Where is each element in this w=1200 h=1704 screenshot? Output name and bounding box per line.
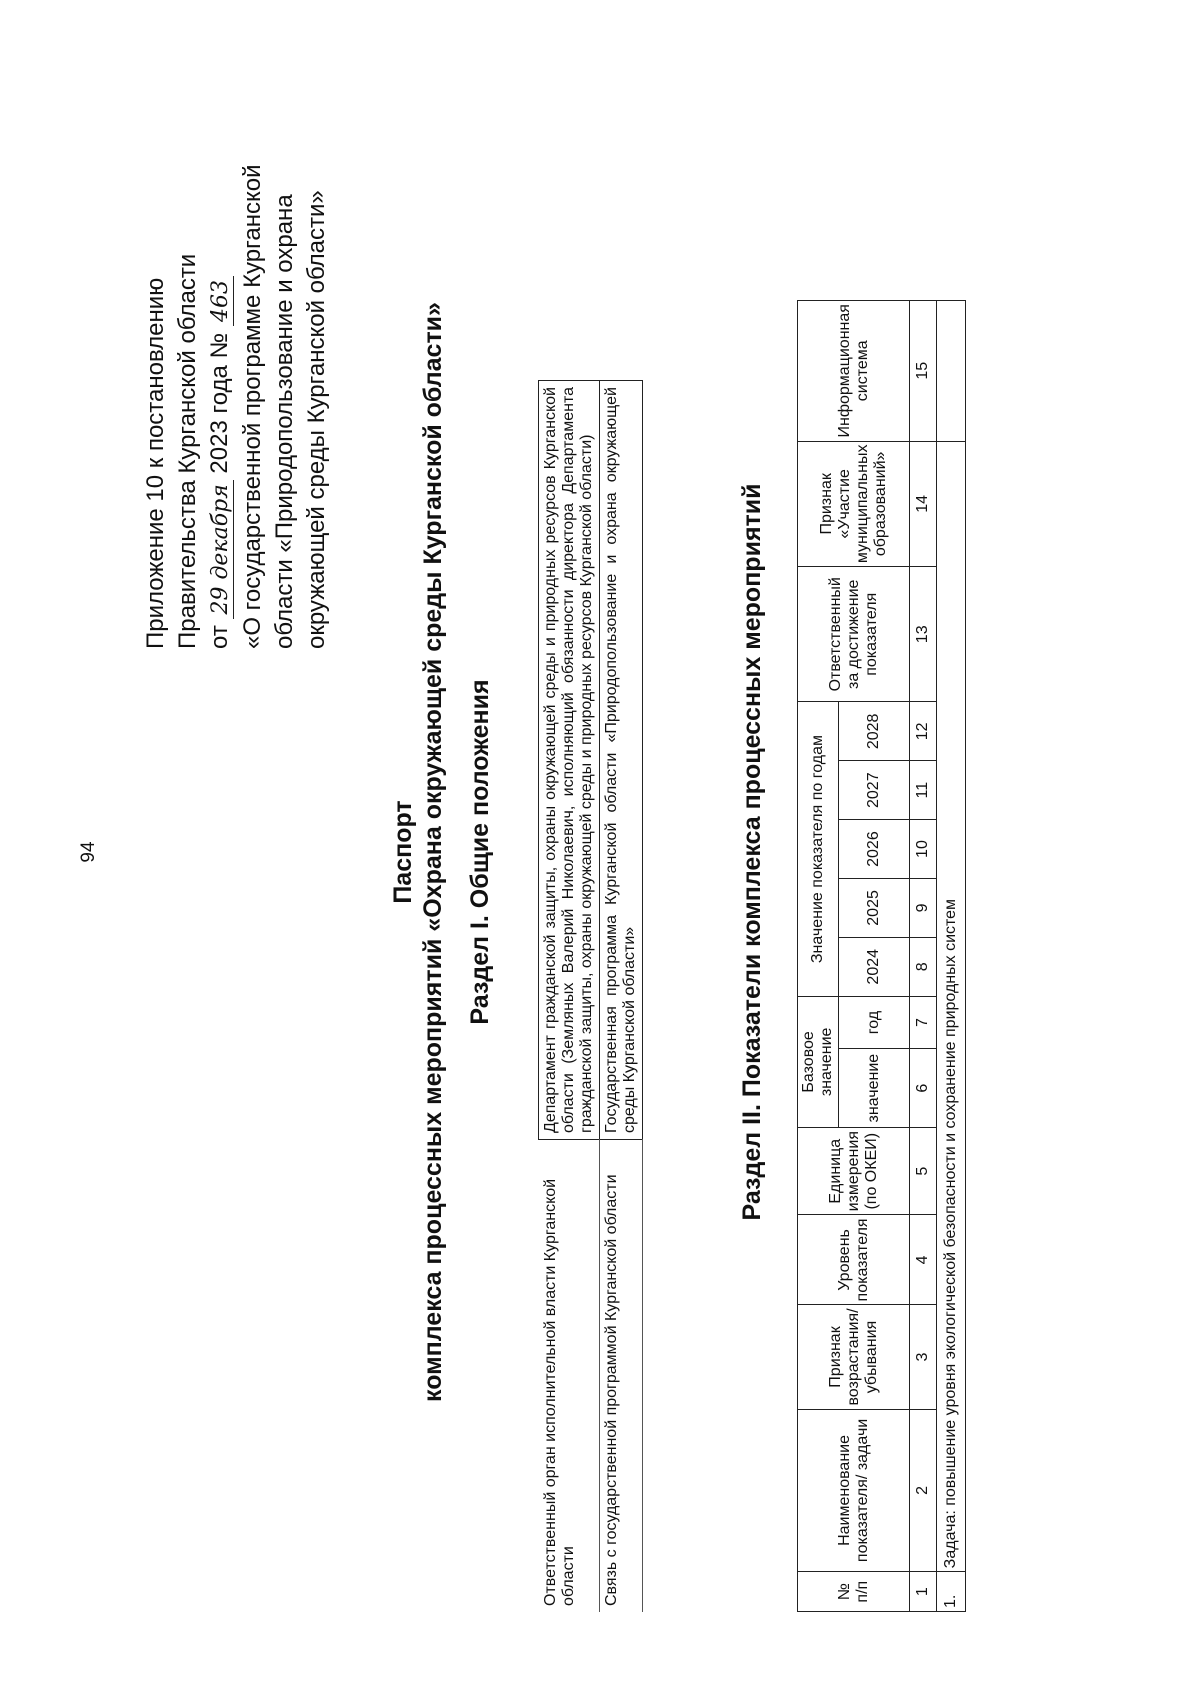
indicators-table [797,300,966,1612]
column-number: 5 [910,1128,937,1215]
header-name: Наименование показателя/ задачи [798,1409,910,1572]
appendix-line-4: «О государственной программе Курганской [239,164,266,649]
handwritten-number: 463 [208,276,234,326]
section-2-title: Раздел II. Показатели комплекса процессных мероприятий [738,483,766,1221]
column-number: 4 [910,1215,937,1305]
header-trend: Признак возрастания/ убывания [798,1305,910,1409]
column-number: 2 [910,1409,937,1572]
responsible-body-label: Ответственный орган исполнительной власти Курганской области [539,1140,600,1613]
table-row [539,381,600,1613]
header-responsible: Ответственный за достижение показателя [798,567,910,702]
header-municipal: Признак «Участие муниципальных образований» [798,441,910,567]
header-2024: 2024 [839,937,910,996]
appendix-date-prefix: от [206,625,233,649]
handwritten-date: 29 декабря [208,480,234,618]
header-base-year: год [839,996,910,1049]
responsible-body-value: Департамент гражданской защиты, охраны окружающей среды и природных ресурсов Курганской области (Земляных Валерий Николаевич, исполняющий обязанности директора Департамента гражданской защиты, охраны окружающей среды и природных ресурсов Курганской области) [539,381,600,1140]
appendix-line-6: окружающей среды Курганской области» [303,190,330,649]
task-number: 1. [937,1572,966,1612]
program-link-value: Государственная программа Курганской области «Природопользование и охрана окружающей среды Курганской области» [600,381,643,1140]
section-1-title: Раздел I. Общие положения [466,679,494,1025]
column-number: 11 [910,761,937,820]
header-2025: 2025 [839,878,910,937]
column-number: 15 [910,301,937,442]
header-2027: 2027 [839,761,910,820]
column-number: 12 [910,702,937,761]
header-level: Уровень показателя [798,1215,910,1305]
appendix-line-1: Приложение 10 к постановлению [142,277,169,649]
header-row-1 [798,301,839,1612]
header-info-system: Информационная система [798,301,910,442]
column-number-row [910,301,937,1612]
column-number: 14 [910,441,937,567]
column-number: 6 [910,1049,937,1128]
task-row [937,301,966,1612]
header-2028: 2028 [839,702,910,761]
passport-title-line-1: Паспорт [389,800,417,904]
header-num: № п/п [798,1572,910,1612]
program-link-label: Связь с государственной программой Курганской области [600,1140,643,1613]
table-row [600,381,643,1613]
header-base: Базовое значение [798,996,839,1127]
column-number: 13 [910,567,937,702]
header-by-years: Значение показателя по годам [798,702,839,996]
task-empty-cell [937,301,966,442]
page-number: 94 [78,841,99,863]
passport-title-line-2: комплекса процессных мероприятий «Охрана окружающей среды Курганской области» [419,302,447,1402]
appendix-line-3 [204,49,237,649]
appendix-line-2: Правительства Курганской области [174,253,201,649]
appendix-year-number-label: 2023 года № [206,332,233,474]
column-number: 10 [910,820,937,879]
task-text: Задача: повышение уровня экологической безопасности и сохранение природных систем [937,441,966,1572]
appendix-line-5: области «Природопользование и охрана [271,194,298,649]
column-number: 1 [910,1572,937,1612]
column-number: 9 [910,878,937,937]
column-number: 3 [910,1305,937,1409]
appendix-block [140,49,333,649]
column-number: 7 [910,996,937,1049]
header-2026: 2026 [839,820,910,879]
general-provisions-table [538,380,643,1612]
passport-title [388,0,448,1704]
column-number: 8 [910,937,937,996]
header-base-value: значение [839,1049,910,1128]
header-unit: Единица измерения (по ОКЕИ) [798,1128,910,1215]
